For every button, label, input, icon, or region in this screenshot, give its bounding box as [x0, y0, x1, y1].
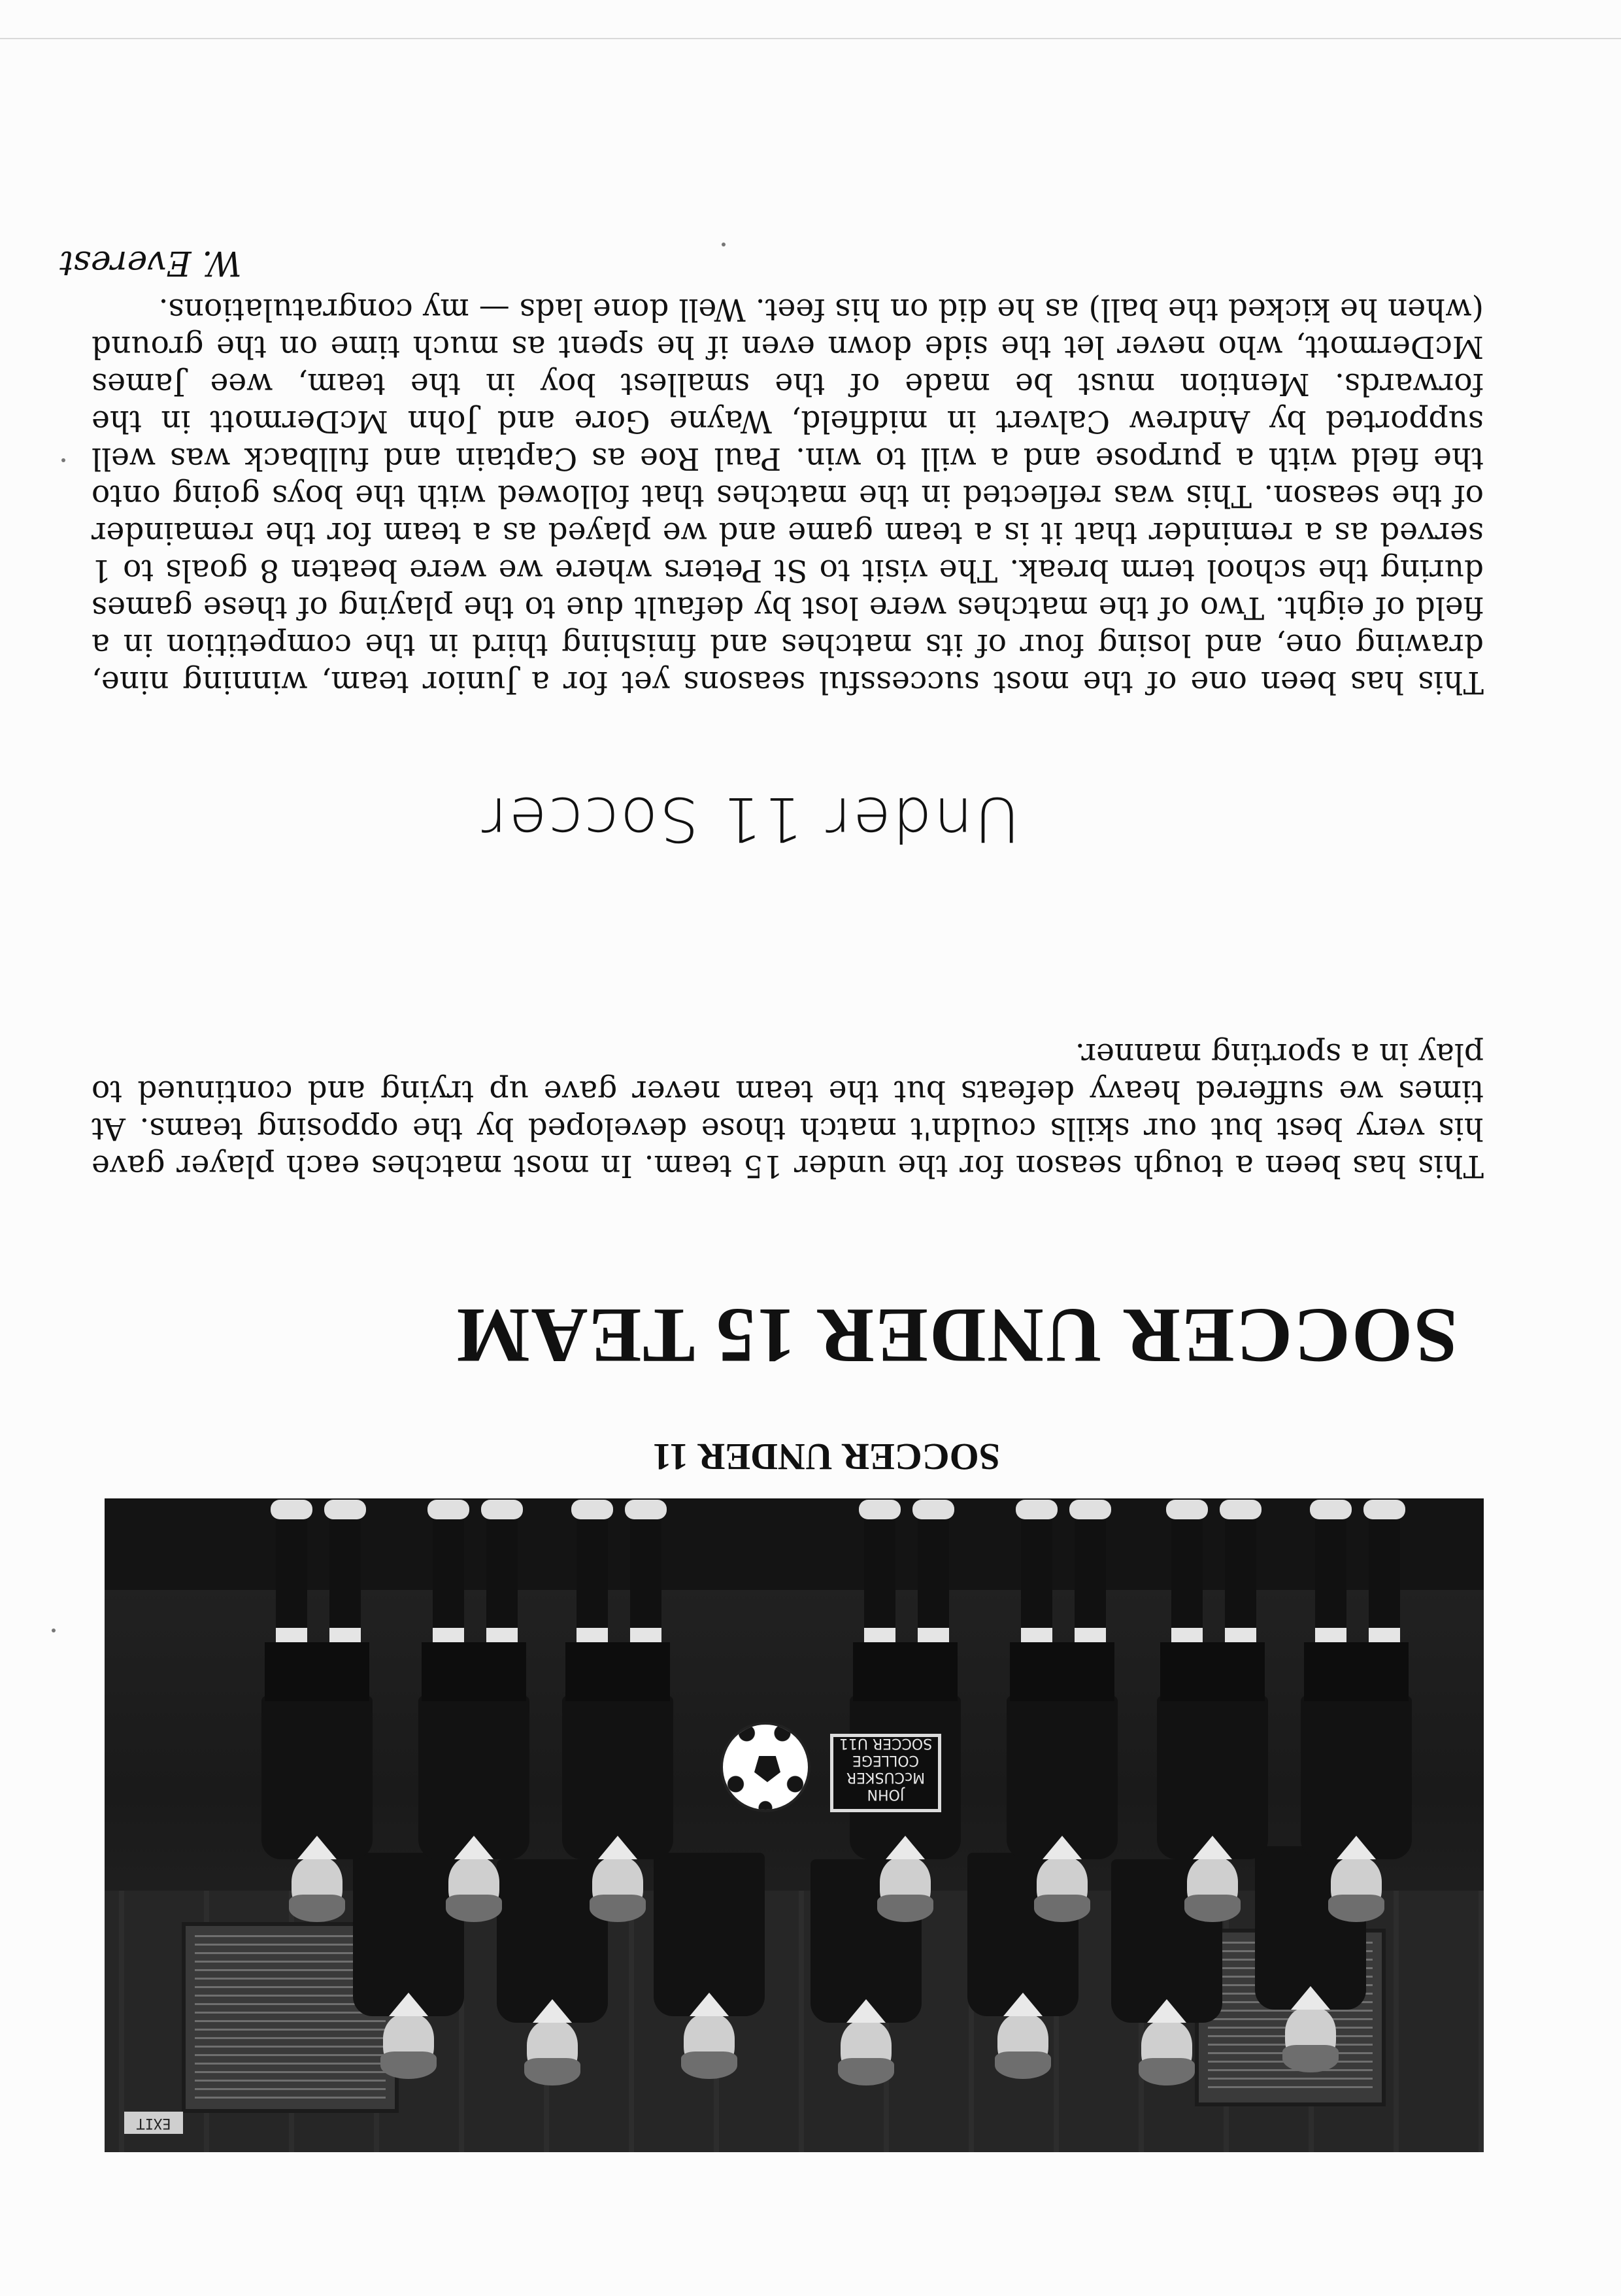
- scan-speck: [722, 243, 726, 246]
- scan-speck: [61, 458, 65, 462]
- team-photograph: [105, 1498, 1484, 2152]
- photo-caption: SOCCER UNDER 11: [652, 1436, 1000, 1478]
- author-signature: W. Everest: [59, 243, 242, 282]
- door-plate: EXIT: [124, 2112, 183, 2134]
- under11-paragraph: This has been one of the most successful seasons yet for a Junior team, winning nine, drawing one, and losing four of its matches and finishing third in the competition in a field of eight. Two of the matches were lost by default due to the playing of these games during the school term break. The visit to St Peters where we were beaten 8 goals to 1 served as a reminder that it is a team game and we played as a team for the remainder of the season. This was reflected in the matches that followed with the boys going onto the field with a purpose and a will to win. Paul Roe as Captain and fullback was well supported by Andrew Calvert in midfield, Wayne Gore and John McDermott in the forwards. Mention must be made of the smallest boy in the team, wee James McDermott, who never let the side down even if he spent as much time on the ground (when he kicked the ball) as he did on his feet. Well done lads — my congratulations.: [92, 292, 1484, 700]
- team-sign-line: COLLEGE: [852, 1752, 920, 1768]
- under15-paragraph: This has been a tough season for the under 15 team. In most matches each player gave his very best but our skills couldn't match those developed by the opposing teams. At times we suffered heavy defeats but the team never gave up trying and continued to play in a sporting manner.: [92, 1036, 1484, 1184]
- under15-heading: SOCCER UNDER 15 TEAM: [454, 1292, 1458, 1379]
- under11-heading: Under 11 Soccer: [480, 783, 1020, 854]
- team-sign: [830, 1734, 941, 1812]
- team-sign-line: SOCCER U11: [839, 1735, 933, 1751]
- scan-edge-line: [0, 38, 1621, 39]
- soccer-ball: [720, 1722, 811, 1812]
- scan-speck: [52, 1629, 56, 1632]
- team-sign-line: JOHN McCUSKER: [846, 1769, 926, 1802]
